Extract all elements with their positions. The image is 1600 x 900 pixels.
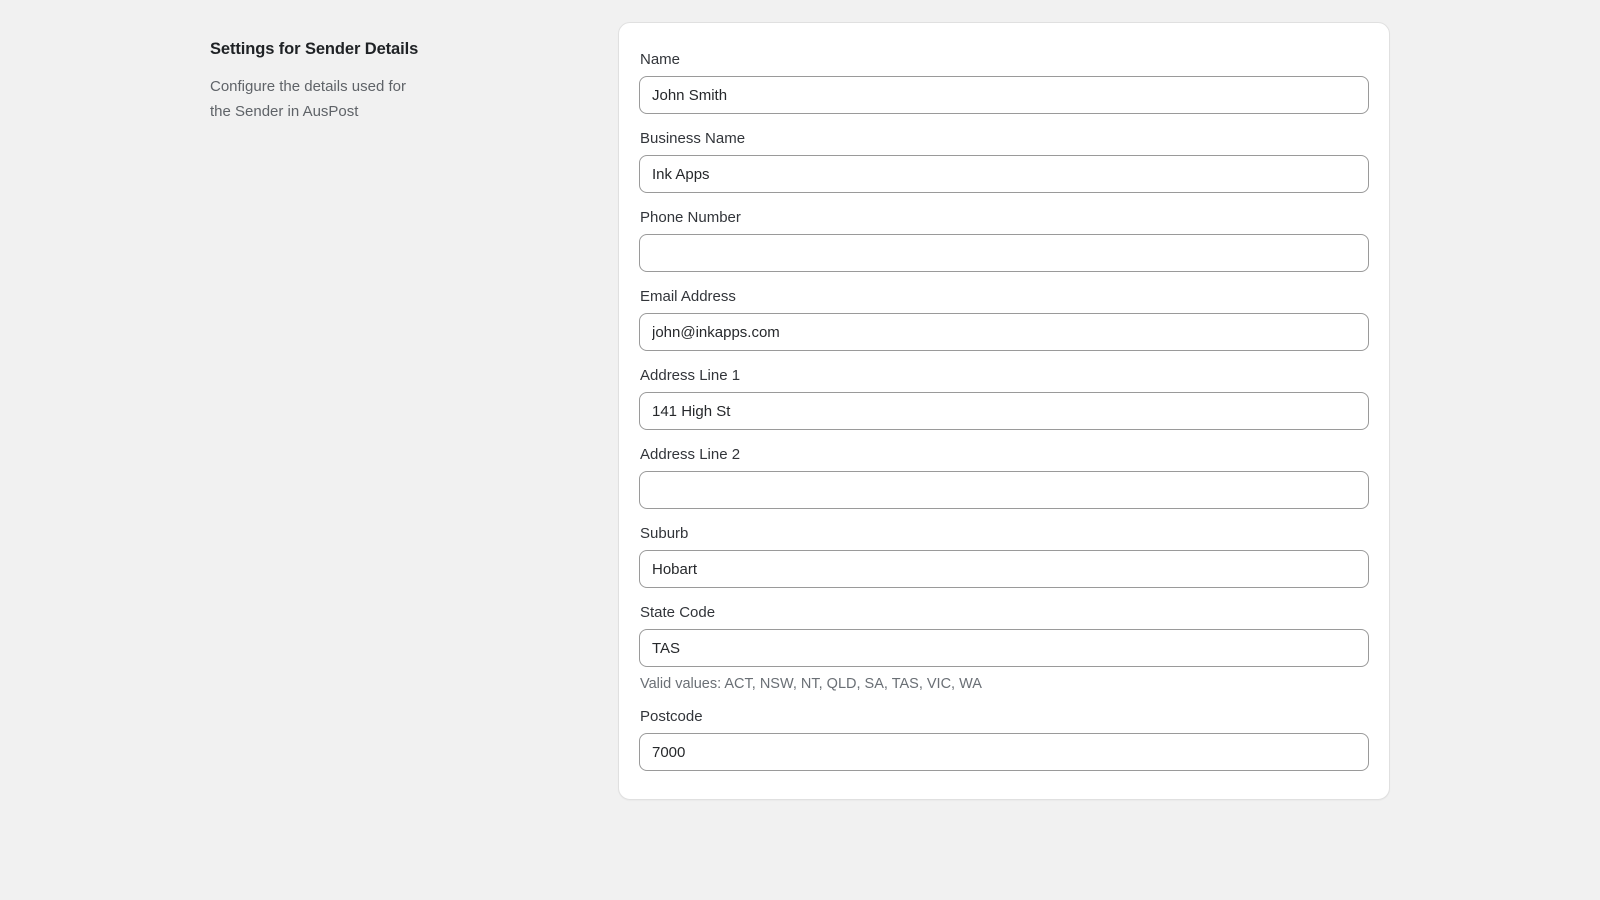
- suburb-input[interactable]: [639, 550, 1369, 588]
- business-name-input[interactable]: [639, 155, 1369, 193]
- phone-number-input[interactable]: [639, 234, 1369, 272]
- address-line-1-input[interactable]: [639, 392, 1369, 430]
- name-input[interactable]: [639, 76, 1369, 114]
- field-business-name: [639, 130, 1369, 193]
- field-name: [639, 51, 1369, 114]
- postcode-input[interactable]: [639, 733, 1369, 771]
- postcode-label: Postcode: [640, 708, 703, 725]
- field-suburb: [639, 525, 1369, 588]
- settings-intro: [0, 0, 420, 125]
- field-email-address: [639, 288, 1369, 351]
- address-line-2-label: Address Line 2: [640, 446, 741, 463]
- field-address-line-2: [639, 446, 1369, 509]
- state-code-input[interactable]: [639, 629, 1369, 667]
- suburb-label: Suburb: [640, 525, 689, 542]
- address-line-1-label: Address Line 1: [640, 367, 741, 384]
- name-label: Name: [640, 51, 681, 68]
- field-postcode: [639, 708, 1369, 771]
- field-state-code: [639, 604, 1369, 692]
- phone-number-label: Phone Number: [640, 209, 741, 226]
- state-code-label: State Code: [640, 604, 716, 621]
- page-description: Configure the details used for the Sender in AusPost: [210, 78, 406, 120]
- page-title: Settings for Sender Details: [210, 40, 419, 58]
- sender-details-form: [639, 51, 1369, 771]
- email-address-input[interactable]: [639, 313, 1369, 351]
- address-line-2-input[interactable]: [639, 471, 1369, 509]
- state-code-help-text: Valid values: ACT, NSW, NT, QLD, SA, TAS, VIC, WA: [640, 676, 982, 692]
- email-address-label: Email Address: [640, 288, 736, 305]
- business-name-label: Business Name: [640, 130, 746, 147]
- field-phone-number: [639, 209, 1369, 272]
- field-address-line-1: [639, 367, 1369, 430]
- sender-details-card: [618, 22, 1390, 800]
